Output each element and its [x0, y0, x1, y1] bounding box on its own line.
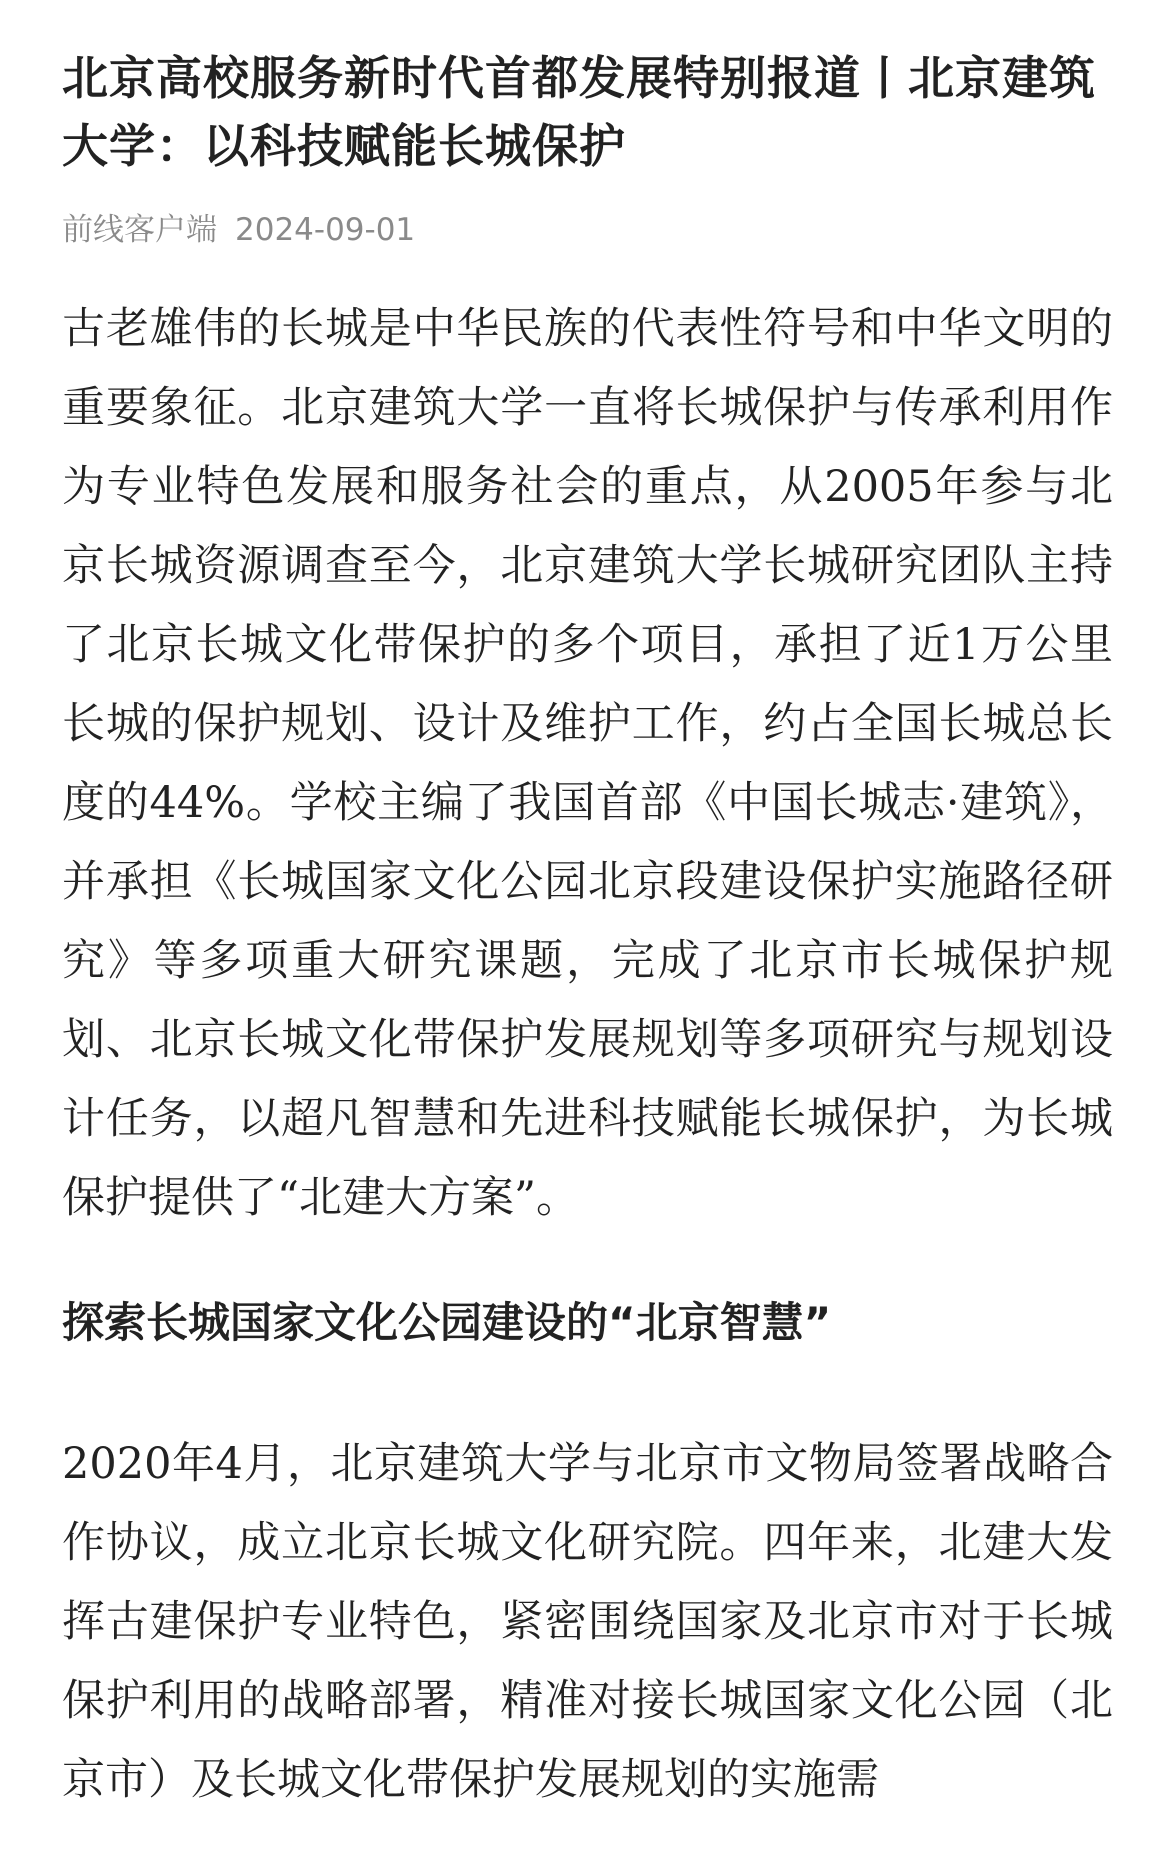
- article-paragraph: 古老雄伟的长城是中华民族的代表性符号和中华文明的重要象征。北京建筑大学一直将长城保护与传承利用作为专业特色发展和服务社会的重点，从2005年参与北京长城资源调查至今，北京建筑大学长城研究团队主持了北京长城文化带保护的多个项目，承担了近1万公里长城的保护规划、设计及维护工作，约占全国长城总长度的44%。学校主编了我国首部《中国长城志·建筑》，并承担《长城国家文化公园北京段建设保护实施路径研究》等多项重大研究课题，完成了北京市长城保护规划、北京长城文化带保护发展规划等多项研究与规划设计任务，以超凡智慧和先进科技赋能长城保护，为长城保护提供了“北建大方案”。: [62, 304, 1113, 1223]
- article-date: 2024-09-01: [235, 212, 416, 248]
- article-meta: [62, 210, 1113, 250]
- section-heading: 探索长城国家文化公园建设的“北京智慧”: [62, 1298, 832, 1347]
- article-title: 北京高校服务新时代首都发展特别报道丨北京建筑大学：以科技赋能长城保护: [62, 51, 1096, 173]
- article-source[interactable]: 前线客户端: [62, 212, 217, 248]
- article-paragraph: 2020年4月，北京建筑大学与北京市文物局签署战略合作协议，成立北京长城文化研究院。四年来，北建大发挥古建保护专业特色，紧密围绕国家及北京市对于长城保护利用的战略部署，精准对接长城国家文化公园（北京市）及长城文化带保护发展规划的实施需: [62, 1439, 1113, 1805]
- article: [62, 0, 1113, 1820]
